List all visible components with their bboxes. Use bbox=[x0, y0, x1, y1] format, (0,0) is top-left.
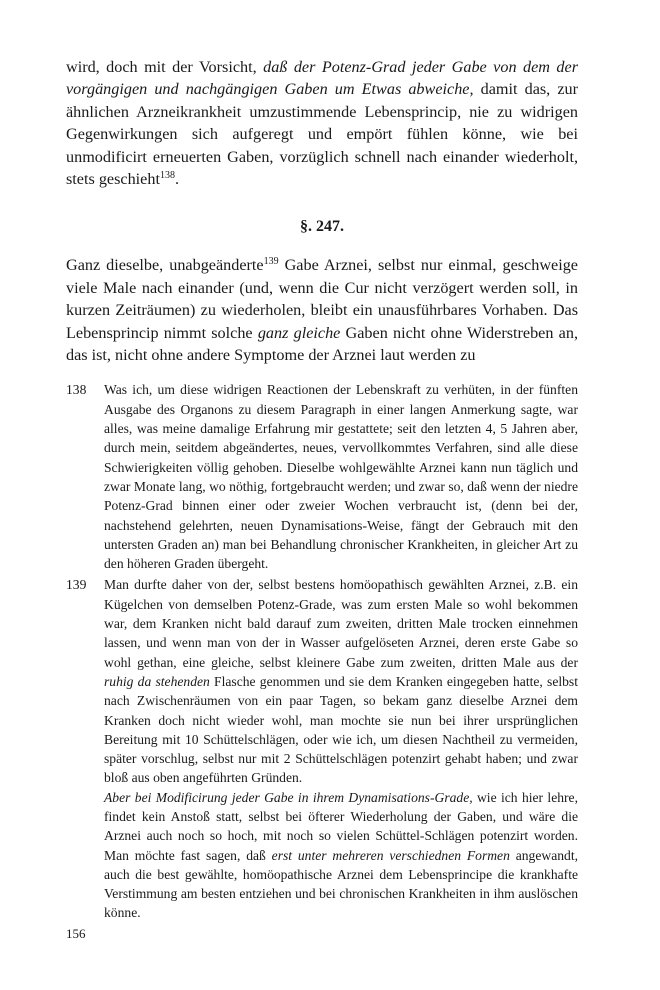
text-run: Gaben nicht ohne Widerstreben an, das ist, nicht ohne andere Symptome der Arznei laut werden zu bbox=[66, 323, 578, 365]
footnote-text: Was ich, um diese widrigen Reactionen der Lebenskraft zu verhüten, in der fünften Ausgabe des Organons zu diesem Paragraph in einer langen Anmerkung sagte, war alles, was meine damalige Erfahrung mir gestattete; seit den letzten 4, 5 Jahren aber, durch mein, seitdem abgeändertes, neues, vervollkommtes Verfahren, sind alle diese Schwierigkeiten völlig gehoben. Dieselbe wohlgewählte Arznei kann nun täglich und zwar Monate lang, wo nöthig, fortgebraucht werden; und zwar so, daß wenn der niedre Potenz-Grad binnen einer oder zweier Wochen verbraucht ist, (denn bei der, nachstehend gelehrten, neuen Dynamisations-Weise, fängt der Gebrauch mit den untersten Graden an) man bei Behandlung chronischer Krankheiten, in gleicher Art zu den höheren Graden übergeht. bbox=[104, 382, 578, 572]
page-number: 156 bbox=[66, 926, 86, 941]
italic-emphasis: daß der Potenz-Grad jeder Gabe von dem der vorgängigen und nachgängigen Gaben um Etwas abweiche, bbox=[66, 58, 578, 99]
footnote-ref-138[interactable]: 138 bbox=[159, 170, 175, 182]
main-paragraph-continued bbox=[66, 56, 578, 190]
footnote-139 bbox=[66, 575, 578, 922]
text-run: wie ich hier lehre, findet kein Anstoß statt, selbst bei öfterer Wiederholung der Gaben, und wäre die Arznei auch noch so hoch, mit noch so vielen Schüttel-Schlägen potenzirt worden. Man möchte fast sagen, daß bbox=[104, 789, 578, 863]
footnote-ref-139[interactable]: 139 bbox=[263, 256, 279, 268]
italic-emphasis: Aber bei Modificirung jeder Gabe in ihrem Dynamisations-Grade, bbox=[104, 789, 473, 805]
italic-emphasis: ganz gleiche bbox=[257, 323, 341, 342]
main-paragraph-section-247 bbox=[66, 254, 578, 366]
text-run: angewandt, auch die best gewählte, homöopathische Arznei dem Lebensprincipe die krankhafte Verstimmung am besten entziehen und bei chronischen Krankheiten in ihm auslöschen könne. bbox=[104, 847, 578, 921]
text-run: damit das, zur ähnlichen Arzneikrankheit umzustimmende Lebensprincip, nie zu widrigen Gegenwirkungen sich aufgeregt und empört fühlen könne, wie bei unmodificirt erneuerten Gaben, vorzüglich schnell nach einander wiederholt, stets geschieht bbox=[66, 80, 578, 189]
footnote-paragraph bbox=[104, 788, 578, 923]
text-run: wird, doch mit der Vorsicht, bbox=[66, 58, 264, 76]
footnote-138 bbox=[66, 380, 578, 573]
text-run: . bbox=[174, 170, 180, 189]
footnote-paragraph bbox=[104, 575, 578, 787]
italic-emphasis: ruhig da stehenden bbox=[104, 673, 210, 689]
footnote-number: 139 bbox=[66, 577, 87, 593]
footnotes bbox=[66, 380, 578, 922]
italic-emphasis: erst unter mehreren verschiednen Formen bbox=[271, 847, 510, 863]
footnote-number: 138 bbox=[66, 382, 87, 398]
text-run: Gabe Arznei, selbst nur einmal, geschweige viele Male nach einander (und, wenn die Cur nicht verzögert werden soll, in kurzen Zeiträumen) zu wiederholen, bleibt ein unausführbares Vorhaben. Das Lebensprincip nimmt solche bbox=[66, 256, 578, 342]
text-run: Flasche genommen und sie dem Kranken eingegeben hatte, selbst nach Zwischenräumen von ein paar Tagen, so bekam ganz dieselbe Arznei dem Kranken doch nicht wieder wohl, man mochte sie nun bei ihrer ursprünglichen Bereitung mit 10 Schüttelschlägen, oder wie ich, um diesen Nachtheil zu vermeiden, später vorschlug, selbst nur mit 2 Schüttelschlägen potenzirt gehabt haben; und zwar bloß aus oben angeführten Gründen. bbox=[104, 673, 578, 786]
page-content bbox=[66, 56, 578, 925]
text-run: Ganz dieselbe, unabgeänderte bbox=[66, 256, 264, 275]
section-heading: §. 247. bbox=[300, 218, 344, 236]
text-run: Man durfte daher von der, selbst bestens homöopathisch gewählten Arznei, z.B. ein Kügelchen von demselben Potenz-Grade, was zum ersten Male so wohl bekommen war, dem Kranken nicht bald darauf zum zweiten, dritten Male trocken einnehmen lassen, und wenn man von der in Wasser aufgelöseten Arznei, deren erste Gabe so wohl gethan, eine gleiche, selbst kleinere Gabe zum zweiten, dritten Male aus der bbox=[104, 577, 578, 670]
